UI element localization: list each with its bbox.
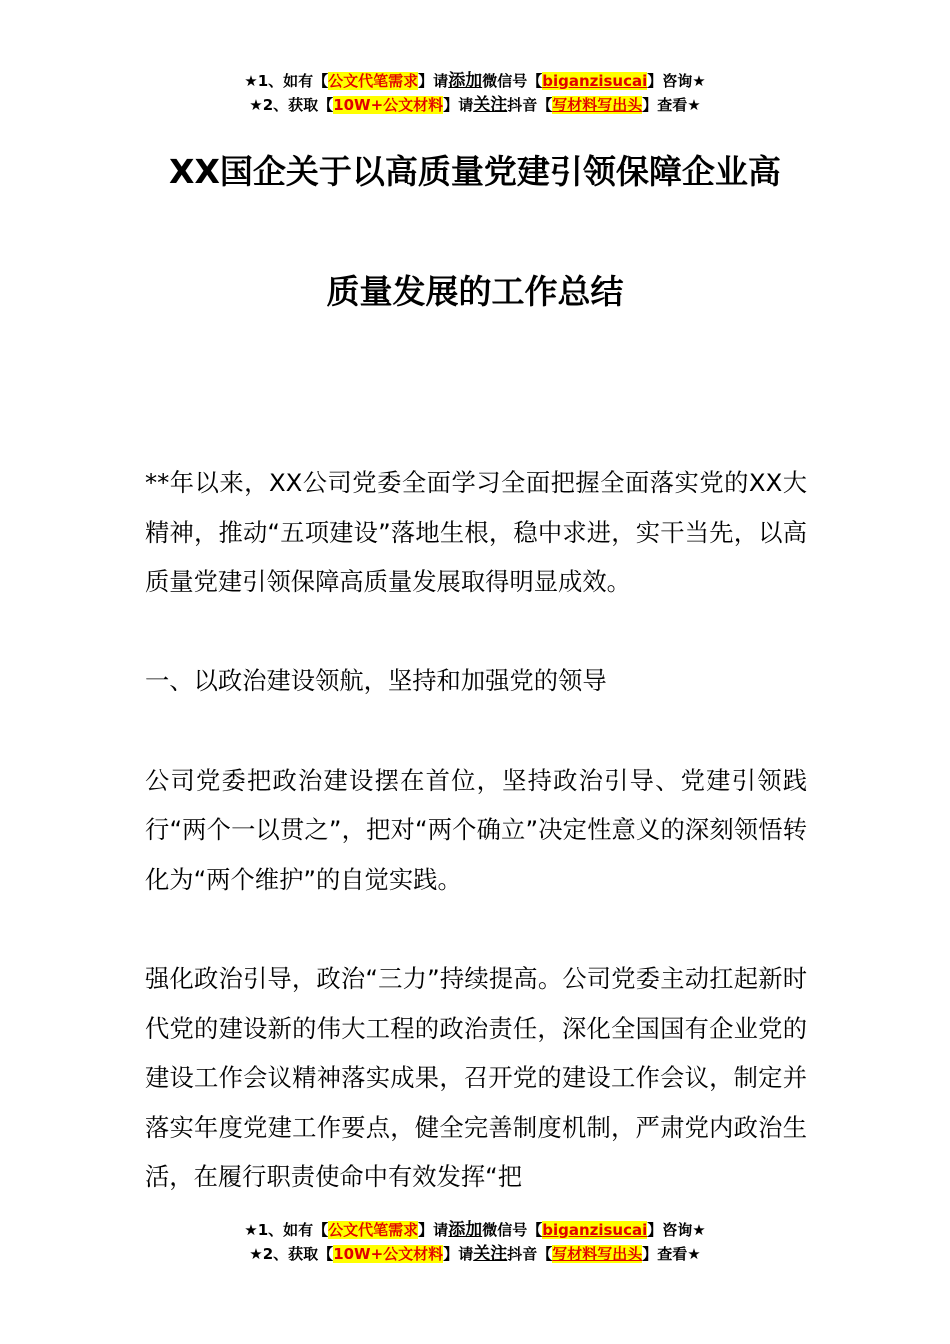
text: 微信号【 [482, 1221, 543, 1239]
underlined-text: 添加 [448, 1220, 483, 1240]
highlight-text: 公文代笔需求 [328, 72, 419, 90]
text: 抖音【 [507, 1245, 553, 1263]
wechat-id: biganzisucai [542, 1221, 648, 1239]
text: 抖音【 [507, 96, 553, 114]
text: ★2、获取【 [249, 96, 334, 114]
highlight-text: 10W+公文材料 [333, 96, 444, 114]
douyin-account: 写材料写出头 [552, 1245, 643, 1263]
document-title [100, 112, 850, 352]
title-line-2: 质量发展的工作总结 [326, 272, 624, 311]
promo-banner-bottom [0, 1218, 950, 1266]
text: 】咨询★ [647, 1221, 706, 1239]
banner-line-1 [0, 69, 950, 93]
underlined-text: 关注 [473, 95, 508, 115]
highlight-text: 公文代笔需求 [328, 1221, 419, 1239]
underlined-text: 添加 [448, 71, 483, 91]
intro-paragraph: **年以来，XX公司党委全面学习全面把握全面落实党的XX大精神，推动“五项建设”落地生根，稳中求进，实干当先，以高质量党建引领保障高质量发展取得明显成效。 [145, 468, 807, 597]
title-line-1: XX国企关于以高质量党建引领保障企业高 [169, 152, 781, 191]
body-paragraph: 强化政治引导，政治“三力”持续提高。公司党委主动扛起新时代党的建设新的伟大工程的政治责任，深化全国国有企业党的建设工作会议精神落实成果，召开党的建设工作会议，制定并落实年度党建工作要点，健全完善制度机制，严肃党内政治生活，在履行职责使命中有效发挥“把 [145, 963, 807, 1192]
text: 】查看★ [642, 1245, 701, 1263]
promo-banner-top [0, 69, 950, 117]
text: 】请 [418, 72, 449, 90]
document-body [145, 458, 807, 1252]
text: 】查看★ [642, 96, 701, 114]
text: 微信号【 [482, 72, 543, 90]
text: 】请 [443, 96, 474, 114]
text: ★2、获取【 [249, 1245, 334, 1263]
highlight-text: 10W+公文材料 [333, 1245, 444, 1263]
text: 】请 [418, 1221, 449, 1239]
text: ★1、如有【 [244, 72, 329, 90]
body-paragraph: 公司党委把政治建设摆在首位，坚持政治引导、党建引领践行“两个一以贯之”，把对“两个确立”决定性意义的深刻领悟转化为“两个维护”的自觉实践。 [145, 765, 807, 894]
text: 】请 [443, 1245, 474, 1263]
text: 】咨询★ [647, 72, 706, 90]
wechat-id: biganzisucai [542, 72, 648, 90]
douyin-account: 写材料写出头 [552, 96, 643, 114]
underlined-text: 关注 [473, 1244, 508, 1264]
banner-line-1 [0, 1218, 950, 1242]
section-heading: 一、以政治建设领航，坚持和加强党的领导 [145, 666, 607, 696]
text: ★1、如有【 [244, 1221, 329, 1239]
banner-line-2 [0, 1242, 950, 1266]
